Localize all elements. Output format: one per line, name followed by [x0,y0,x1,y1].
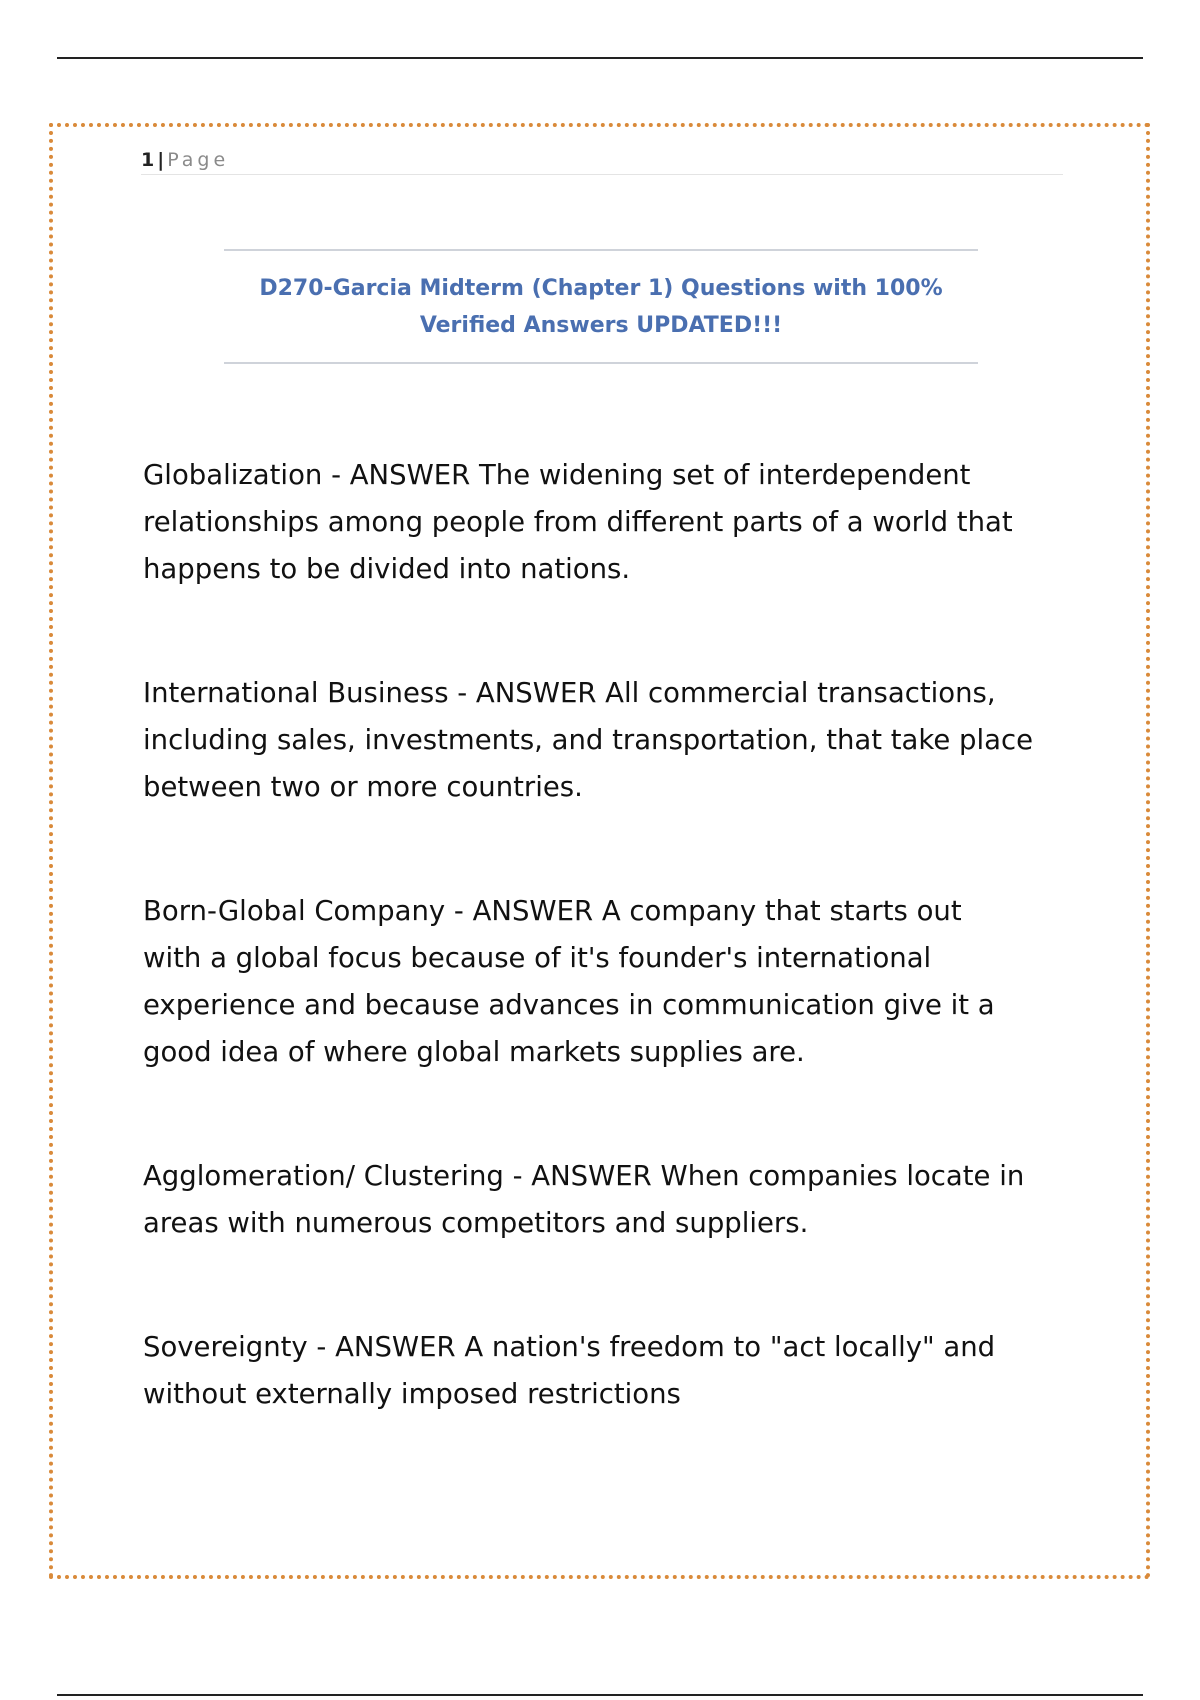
entry-line: relationships among people from different parts of a world that [143,506,1013,538]
qa-entry-international-business [143,670,1073,811]
entry-line: experience and because advances in communication give it a [143,989,995,1021]
bottom-divider [57,1694,1143,1696]
top-divider [57,57,1143,59]
document-title [251,270,951,344]
document-title-line-2: Verified Answers UPDATED!!! [419,312,783,338]
entry-line: without externally imposed restrictions [143,1378,681,1410]
qa-entry-born-global-company [143,888,1073,1076]
title-block [224,249,978,364]
qa-entry-globalization [143,452,1073,593]
entry-line: Globalization - ANSWER The widening set of interdependent [143,459,971,491]
qa-entries [143,452,1073,1418]
entry-line: good idea of where global markets supplies are. [143,1036,805,1068]
entry-line: Agglomeration/ Clustering - ANSWER When companies locate in [143,1160,1025,1192]
entry-line: happens to be divided into nations. [143,553,631,585]
qa-entry-agglomeration [143,1153,1073,1247]
page-label: Page [167,149,230,171]
entry-line: areas with numerous competitors and suppliers. [143,1207,809,1239]
page-number: 1 [141,149,155,171]
page-separator: | [157,149,165,171]
entry-line: Sovereignty - ANSWER A nation's freedom to "act locally" and [143,1331,996,1363]
page-header [141,146,1063,175]
entry-line: with a global focus because of it's founder's international [143,942,932,974]
qa-entry-sovereignty [143,1324,1073,1418]
entry-line: including sales, investments, and transportation, that take place [143,724,1034,756]
entry-line: International Business - ANSWER All commercial transactions, [143,677,996,709]
entry-line: between two or more countries. [143,771,583,803]
document-title-line-1: D270-Garcia Midterm (Chapter 1) Questions with 100% [259,275,943,301]
entry-line: Born-Global Company - ANSWER A company that starts out [143,895,962,927]
